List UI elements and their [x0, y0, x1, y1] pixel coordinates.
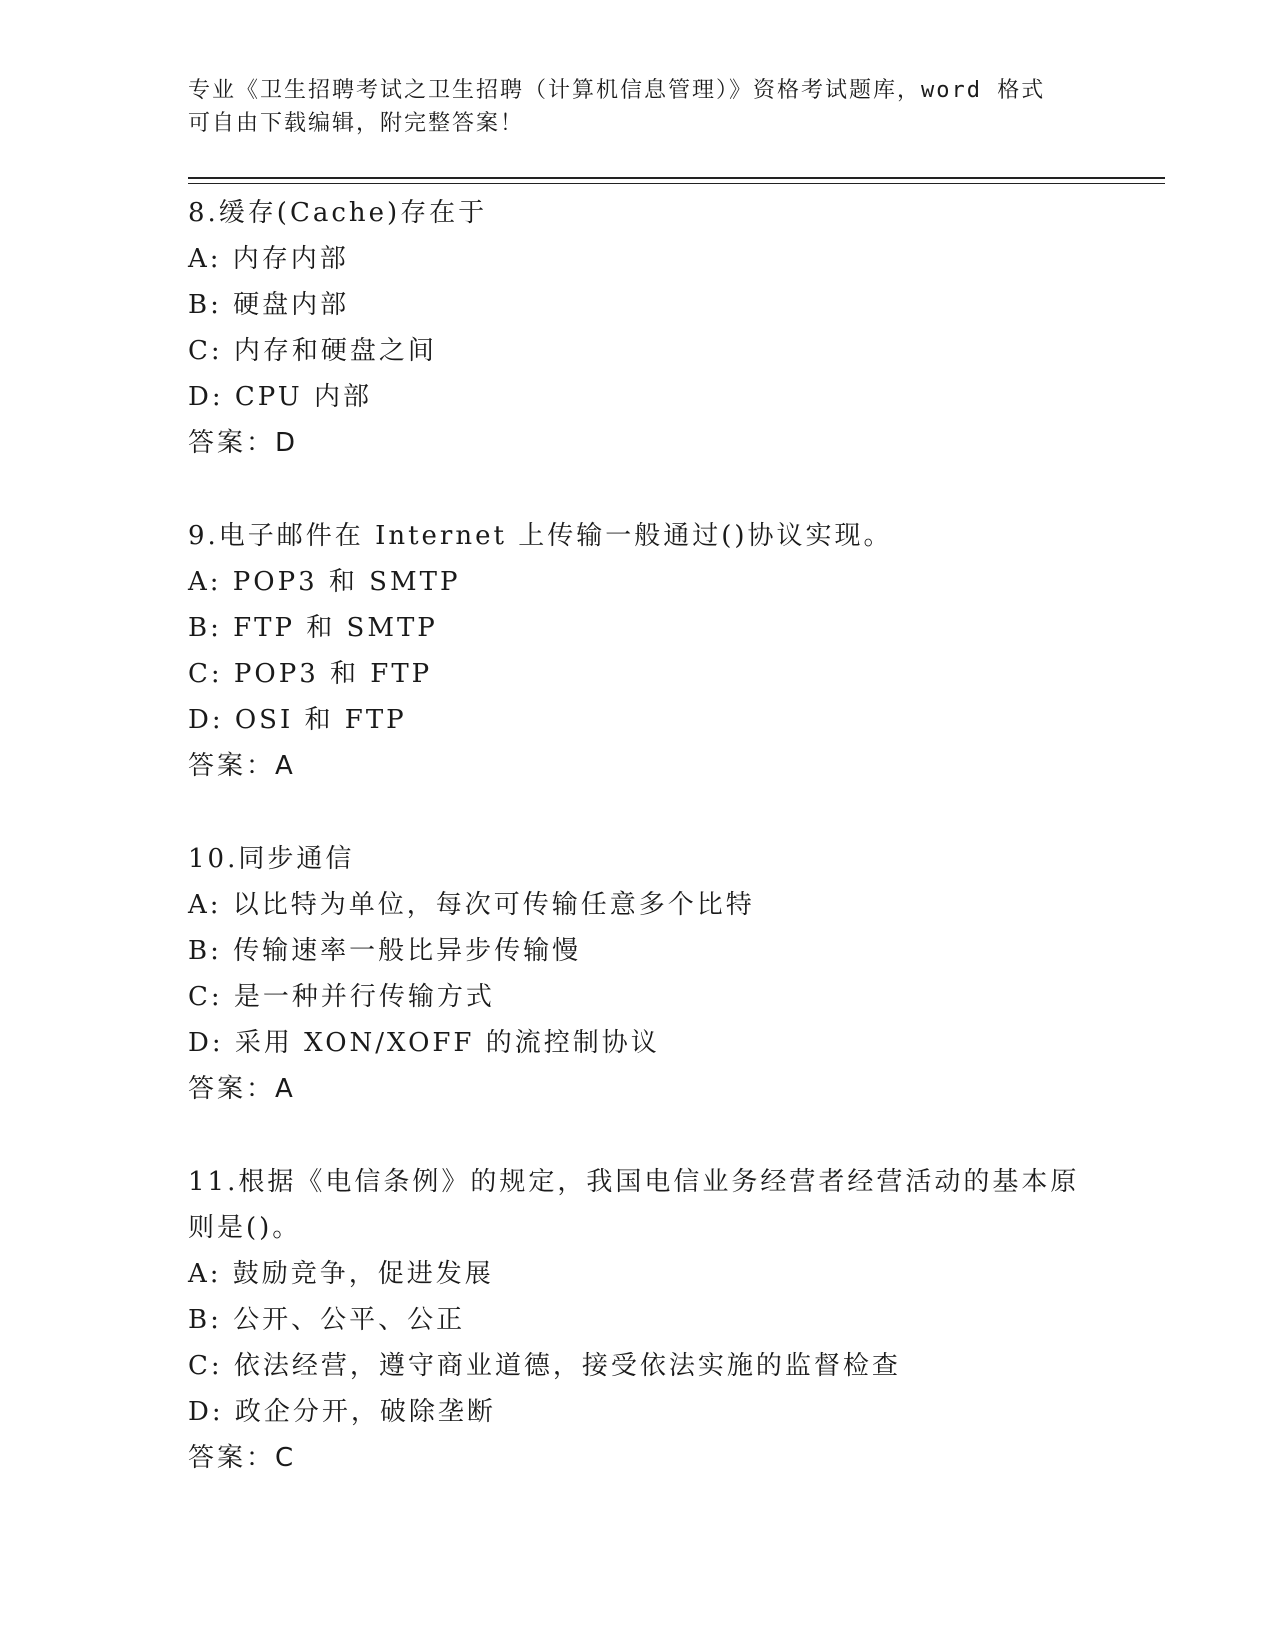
option-b: B: 硬盘内部: [188, 290, 350, 320]
option-b: B: 公开、公平、公正: [188, 1305, 466, 1335]
option-c: C: POP3 和 FTP: [188, 659, 433, 689]
question-stem: 11.根据《电信条例》的规定，我国电信业务经营者经营活动的基本原则是()。: [188, 1167, 1080, 1243]
question-9: [188, 513, 1088, 789]
option-b: B: FTP 和 SMTP: [188, 613, 438, 643]
header-line-1: 专业《卫生招聘考试之卫生招聘（计算机信息管理）》资格考试题库，word 格式: [188, 78, 1046, 103]
document-header: [188, 74, 1088, 140]
option-a: A: 鼓励竞争，促进发展: [188, 1259, 494, 1289]
option-b: B: 传输速率一般比异步传输慢: [188, 936, 582, 966]
header-divider-thin: [188, 183, 1165, 184]
option-c: C: 是一种并行传输方式: [188, 982, 495, 1012]
option-d: D: CPU 内部: [188, 382, 372, 412]
answer: 答案：C: [188, 1443, 297, 1473]
header-divider-thick: [188, 177, 1165, 179]
answer: 答案：A: [188, 751, 296, 781]
option-a: A: 内存内部: [188, 244, 349, 274]
option-d: D: 采用 XON/XOFF 的流控制协议: [188, 1028, 660, 1058]
question-list: [188, 190, 1088, 1528]
question-11: [188, 1159, 1088, 1481]
answer: 答案：A: [188, 1074, 296, 1104]
question-8: [188, 190, 1088, 466]
option-d: D: 政企分开，破除垄断: [188, 1397, 496, 1427]
question-stem: 8.缓存(Cache)存在于: [188, 198, 488, 228]
option-c: C: 依法经营，遵守商业道德，接受依法实施的监督检查: [188, 1351, 901, 1381]
option-c: C: 内存和硬盘之间: [188, 336, 437, 366]
question-10: [188, 836, 1088, 1112]
answer: 答案：D: [188, 428, 299, 458]
question-stem: 10.同步通信: [188, 844, 355, 874]
option-a: A: POP3 和 SMTP: [188, 567, 461, 597]
option-a: A: 以比特为单位，每次可传输任意多个比特: [188, 890, 755, 920]
option-d: D: OSI 和 FTP: [188, 705, 407, 735]
header-line-2: 可自由下载编辑，附完整答案！: [188, 111, 525, 136]
question-stem: 9.电子邮件在 Internet 上传输一般通过()协议实现。: [188, 521, 893, 551]
